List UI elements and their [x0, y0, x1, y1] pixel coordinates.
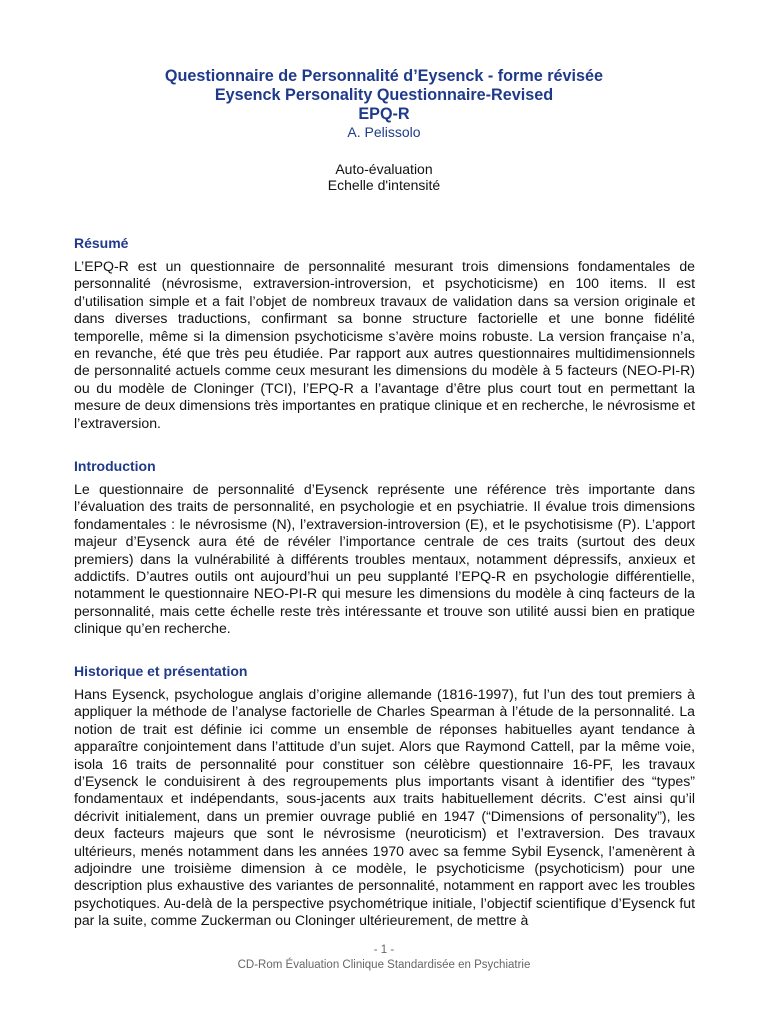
section-text-introduction: Le questionnaire de personnalité d’Eysenck représente une référence très importante dans l’évaluation des traits de personnalité, en psychologie et en psychiatrie. Il évalue trois dimensions fondamentales : le névrosisme (N), l’extraversion-introversion (E), et le psychotisisme (P). L’apport majeur d’Eysenck aura été de révéler l’importance centrale de ces traits (surtout des deux premiers) dans la vulnérabilité à différents troubles mentaux, notamment dépressifs, anxieux et addictifs. D’autres outils ont aujourd’hui un peu supplanté l’EPQ-R en psychologie différentielle, notamment le questionnaire NEO-PI-R qui mesure les dimensions du modèle à cinq facteurs de la personnalité, mais cette échelle reste très intéressante et trouve son utilité aussi bien en pratique clinique qu’en recherche.: [74, 481, 695, 637]
section-text-historique: Hans Eysenck, psychologue anglais d’origine allemande (1816-1997), fut l’un des tout premiers à appliquer la méthode de l’analyse factorielle de Charles Spearman à l’étude de la personnalité. La notion de trait est définie ici comme un ensemble de réponses habituelles ayant tendance à apparaître conjointement dans l’attitude d’un sujet. Alors que Raymond Cattell, par la même voie, isola 16 traits de personnalité pour constituer son célèbre questionnaire 16-PF, les travaux d’Eysenck le conduisirent à des regroupements plus importants visant à identifier des “types” fondamentaux et indépendants, sous-jacents aux traits habituellement décrits. C’est ainsi qu’il décrivit initialement, dans un premier ouvrage publié en 1947 (“Dimensions of personality”), les deux facteurs majeurs que sont le névrosisme (neuroticism) et l’extraversion. Des travaux ultérieurs, menés notamment dans les années 1970 avec sa femme Sybil Eysenck, l’amenèrent à adjoindre une troisième dimension à ce modèle, le psychoticisme (psychoticism) pour une description plus exhaustive des variantes de personnalité, notamment en rapport avec les troubles psychotiques. Au-delà de la perspective psychométrique initiale, l’objectif scientifique d’Eysenck fut par la suite, comme Zuckerman ou Cloninger ultérieurement, de mettre à: [74, 686, 695, 929]
section-historique: [74, 663, 695, 930]
title-french: Questionnaire de Personnalité d’Eysenck - forme révisée: [164, 67, 604, 85]
author: A. Pelissolo: [347, 124, 421, 140]
scale-type: Echelle d'intensité: [327, 177, 441, 193]
page-number: - 1 -: [373, 944, 395, 956]
document-header: [60, 67, 708, 193]
footer-source: CD-Rom Évaluation Clinique Standardisée en Psychiatrie: [237, 959, 531, 971]
section-heading-historique: Historique et présentation: [74, 663, 248, 679]
section-text-resume: L’EPQ-R est un questionnaire de personnalité mesurant trois dimensions fondamentales de personnalité (névrosisme, extraversion-introversion, et psychoticisme) en 100 items. Il est d’utilisation simple et a fait l’objet de nombreux travaux de validation dans sa version originale et dans diverses traductions, confirmant sa bonne structure factorielle et une bonne fidélité temporelle, même si la dimension psychoticisme s’avère moins robuste. La version française n’a, en revanche, été que très peu étudiée. Par rapport aux autres questionnaires multidimensionnels de personnalité actuels comme ceux mesurant les dimensions du modèle à 5 facteurs (NEO-PI-R) ou du modèle de Cloninger (TCI), l’EPQ-R a l’avantage d’être plus court tout en permettant la mesure de deux dimensions très importantes en pratique clinique et en recherche, le névrosisme et l’extraversion.: [74, 258, 695, 431]
section-heading-introduction: Introduction: [74, 458, 156, 474]
section-resume: [74, 235, 695, 432]
evaluation-type: Auto-évaluation: [335, 161, 433, 177]
title-acronym: EPQ-R: [358, 105, 410, 123]
section-introduction: [74, 458, 695, 638]
title-english: Eysenck Personality Questionnaire-Revised: [214, 86, 554, 104]
section-heading-resume: Résumé: [74, 235, 129, 251]
